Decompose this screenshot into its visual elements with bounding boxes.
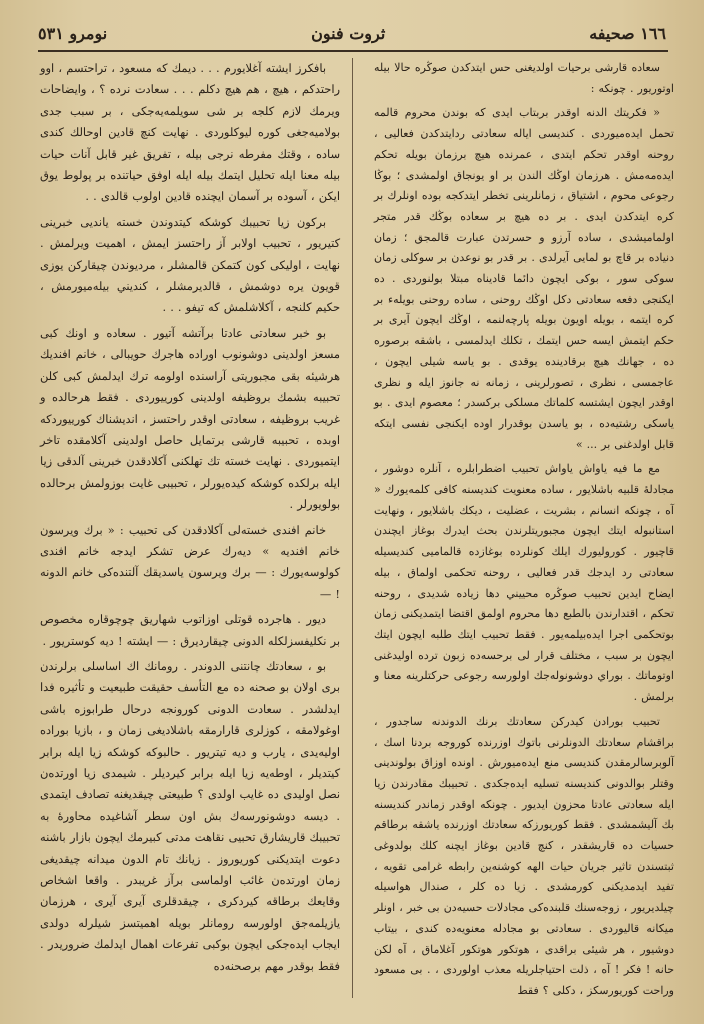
left-paragraph: بافكرز ايشته آغلايورم . . . ديمك كه مسعود ، تراحتسم ، اوو راحتدكم ، هيچ ، هم هيچ دكلم . . . سعادت نرده ؟ ، وايضاحات ويرمك لازم كلجه بر شى سويلمه‌يه‌جكى ، بر سبب جدى بولاميه‌جغى كوره ليوكلوردى . نهايت كنچ قادين اوحالك كندى ساده ، وقتك مفرطه نرجى بيله ، تفريق غير قابل آنات حيات بيله معنا ايله تحليل ايتمك بيله ايله اوفق حياتنده بر پولوط يوق ايكن ، آسوده بر آسمان ايچنده قادين اولوب قالدى . .	[40, 61, 340, 204]
page-header	[38, 20, 666, 46]
left-paragraph: بركون زيا تحبيبك كوشكه كيتدوندن خسته يانديى خبرينى كتيريور ، تحبيب اولابر آز راحتسز ايمش ، اهميت ويرلمش . نهايت ، اوليكى كون كتمكن قالمشلر ، مرديوندن چيقاركن يوزى قويون يره دوشمش ، قالديرمشلر ، كنديني بيله‌ميورمش ، حكيم كلنجه ، آكلاشلمش كه تيفو . . .	[40, 214, 340, 315]
header-page-ref	[589, 24, 666, 43]
left-paragraph: خانم افندى خسته‌لى آكلادقدن كى تحبيب : « برك ويرسون خانم افنديه » ديه‌رك عرض تشكر ايدجه خانم افندى كولوسه‌يورك : — برك ويرسون ياسديقك آلتنده‌كى خانم الدونه ! —	[40, 522, 340, 601]
right-column	[374, 58, 674, 1006]
column-divider	[352, 58, 353, 998]
header-page-number: ١٦٦	[640, 23, 666, 43]
right-paragraph-quote: « فكريتك الدنه اوقدر بربتاب ايدى كه بوندن محروم قالمه تحمل ايده‌ميوردى . كنديسى اياله سعادتى ردايتدكدن فعاليى ، روحنه اوقدر تحكم ايتدى ، عمرنده هيچ برزمان بويله تحكم ايده‌مه‌مش . هرزمان اوڭك الندن بر او يونجاق اولمشدى ؛ بوڭا رجوعى محوم ، اشتياق ، زمانلرينى تخطر ايتدكجه بوده اونلرك بر كره ايتدكدن ايدى . بر ده هيچ بر سعاده بوڭك قدر متجر اولماميشدى ، ساده آرزو و حسرتدن عبارت قالمجق ؛ زمان دنياده بر قاچ بو لمايى آيرلدى . بر قدر بو نوعدن بر سوكلى زمان سوكى سور ، بوكى ايچون دائما قاديناه مبتلا بولنوردى . ده ايكنجى دفعه سعادتى دكل اوڭك روحنى ، ساده روحنى بويلهء بر كره ايتمه ، بويله اويون بويله پارچه‌لنمه ، اوڭك ايچون آيرى بر حكم ايتمش ايسه حس ايتمك ، تكلك ايدلمسى ، باشقه برصوره ده ، جهانك هيچ برقادينده يوقدى . بو ياسه شيلى ايچون ، عاجمسى ، نظرى ، تصورلرينى ، زمانه نه جانوز ايله و نظرى اوقدر ايچون ايشتسه كلماتك مسلكى بركسدر ؛ معصوم ايدى . بو ياسكى رشتيه‌ده ، بو ياسدن بوقدرار اوده ايكنجى نفسى ايتكه قابل اولدغنى بر ... »	[374, 106, 674, 451]
header-issue-ref	[38, 24, 107, 43]
right-paragraph: سعاده قارشى برحيات اولديغنى حس ايتدكدن صوڭره حالا بيله اوتوريور . چونكه :	[374, 61, 674, 95]
header-rule	[38, 50, 668, 52]
left-paragraph: ديور . هاجرده قوتلى اوزاتوب شهاريق چوچوقاره مخصوص بر نكليفسزلكله الدونى چيقارديرق : — ايشته ! ديه كوستريور .	[40, 612, 340, 648]
header-page-label: صحيفه	[589, 23, 635, 43]
journal-title: ثروت فنون	[311, 23, 386, 43]
header-issue-label: نومرو	[69, 23, 108, 43]
left-column	[40, 58, 340, 981]
right-paragraph: تحبيب بورادن كيدركن سعادتك برنك الدوندنه ساجدور ، براقشام سعادتك الدونلرنى باتوك اوزرنده كوروجه بردنا اسك ، آلوبرسالرمقدن كنديسى منع ايده‌ميورش . اونده اوزاق بولوندينى وقتلر بوالدونى كنديسنه تسليه ايده‌جكدى . تحبيبك مقادرندن زيا ايله سعادتى عادتا محزون ايديور . چونكه اوقدر زماندر كنديسنه بك آليشمشدى . فقط كوريورزكه سعادتك اوزرنده ياشقه برطاقم حسيات ده قاريشقدر ، كنچ قادين بوغاز ايچنه كلك بولدوغى ثبتسندن تاثير جريان حيات الهه كوشنه‌ين رابطه غرامى تقويه ، تفيد ايدمديكنى كورمشدى . زيا ده كلر ، صندال هواسيله چيلديريور ، زوجه‌سنك قلبنده‌كى مجادلات حسيه‌دن بى خبر ، اونلر ميكانه قاليوردى . سعادتى بو مجادله معنويه‌ده كندى ، بيتاب دوشيور ، هر شيئى براقدى ، هوتكور هوتكور آغلاماق ، آه لكن حانه ! فكر ! آه ، ذلت احتياجلريله معذب اولوردى ، . بى مسعود وراحت كوريورسكز ، دكلى ؟ فقط	[374, 714, 674, 997]
right-paragraph: مع ما فيه ياواش ياواش تحبيب اضطرابلره ، آنلره دوشور ، مجادلهٔ قلبيه باشلايور ، ساده معنويت كنديسنه كافى كلمه‌يورك « آه ، چونكه انسانم ، بشريت ، عضليت ، ديكك باشلايور ، ونهايت استانبوله ايتك ايچون مجبوريتلرندن بحث ايدرك بوغاز ايچندن قاچيور . كوروليورك ايلك كونلرده بوغازده قالماميى كنديسيله سعادتى رد ايدجك قدر فعاليى ، روحنه تحكمى اولماق ، بيله ايضاح ايدين تحبيب صوڭره محييني دها زياده شديدى ، روحنه تحكم ، اقتدارندن بالطبع دها محروم اولمق اقتضا ايتمديكنى زمان بوتحكمى اجرا ايده‌بيلمه‌يور . فقط تحبيب ايتك طلبه ايچون ايتك ايچون بر سبب ، مختلف قرار لى برحسه‌ده زبون ترده اوليدغنى اوتوماتك . بوراي دوشونوله‌جك اولورسه رجوعى حركتلرينه معنا و برلمش .	[374, 462, 674, 704]
left-paragraph: بو خبر سعادتى عادتا برآتشه آتيور . سعاده و اونك كبى مسعز اولدينى دوشونوب اوراده هاجرك حويبالى ، خانم افنديك هرشيئه بقى مجبوريتى آراسنده اولومه ترك ايدلمش كبى كلن تحبيبه بشمك بروظيفه اولدينى كورييوردى . فقط هرحالده و غريب بروظيفه ، سعادتى اوقدر راحتسز ، انديشناك كورييوردكه اوبده ، تحبيبه قارشى برتمايل حاصل اولدينى آكلامقده تاخر ايتميوردى . نهايت خسته تك تهلكنى آكلادقدن خبرينى آلدقى زيا ايله برلكده كوشكه كيده‌يورلر ، تحبيبى غايت بوزولمش برحالده بولويورلر .	[40, 325, 340, 512]
left-paragraph: بو ، سعادتك چانتنى الدوندر . رومانك اك اساسلى برلرندن برى اولان بو صحنه ده مع التأسف حقيقت طبيعيت و تأثيره فدا ايدلشدر . سعادت الدونى كورونجه درحال طرابوزه باشى اوغولامقه ، كوزلرى قارارمقه باشلاديغى زمان و ، بازيا بوراده اوليه‌يدى ، يارب و ديه تيتريور . حالبوكه كوشكه زيا ايله برابر كيتديلر ، اوطه‌يه زيا ايله برابر كيرديلر . شيمدى زيا اورتده‌ن نصل اوليدى ده غايب اولدى ؟ طبيعتى چيقديغنه تصادف ايتمدى . ديسه دوشونورسه‌ك بش اون سطر آشاغيده محاورهٔ به تحبيبك قاريشارق تحبيى نقاهت مدتى كبيرمك ايچون بازار باشنه دعوت ايتديكنى كوريوروز . زيانك تام الدون ميدانه چيقدیغى زمان اورتده‌ن غائب اولماسى برآز غريبدر . واقعا اشخاص وقايعك برطاقه كيردكرى ، چيقدقلرى آيرى آيرى ، هرزمان يازيلمه‌جق اولورسه رومانلر بويله اهميتسز شيلرله دولدى ايجاب ايده‌جكى ايچون بوكبى تفرعات اهمال ايدلمك ضروريدر . فقط بوقدر مهم برصحنه‌ده	[40, 658, 340, 973]
header-issue-number: ٥٣١	[38, 23, 64, 43]
